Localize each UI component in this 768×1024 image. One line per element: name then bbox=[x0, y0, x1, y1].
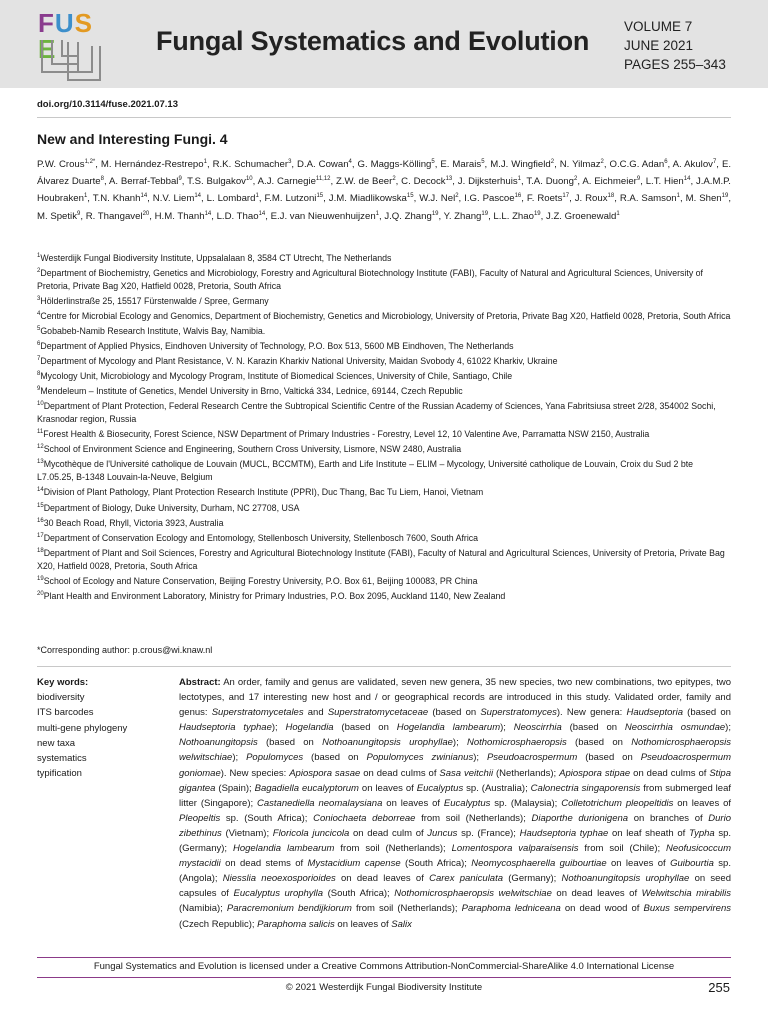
taxon-name: Stipa gigantea bbox=[179, 767, 731, 794]
author-name: Z.W. de Beer bbox=[336, 176, 393, 188]
author-name: J.Z. Groenewald bbox=[545, 210, 617, 222]
author-affiliation-ref: 1,2* bbox=[84, 159, 96, 165]
affiliation bbox=[37, 250, 731, 265]
taxon-name: Eucalyptus bbox=[416, 782, 464, 794]
author-name: D.A. Cowan bbox=[297, 159, 349, 171]
divider bbox=[37, 117, 731, 118]
taxon-name: Buxus sempervirens bbox=[643, 903, 731, 915]
author-affiliation-ref: 15 bbox=[316, 193, 324, 200]
affiliation-number: 15 bbox=[37, 502, 44, 509]
author-affiliation-ref: 5 bbox=[431, 159, 435, 165]
taxon-name: Nothoanungitopsis bbox=[179, 737, 258, 749]
author-affiliation-ref: 6 bbox=[664, 159, 668, 165]
abstract-text: sp. (France); bbox=[457, 827, 520, 839]
taxon-name: Pleopeltis bbox=[179, 812, 221, 824]
affiliation-text: Forest Health & Biosecurity, Forest Science, NSW Department of Primary Industries - Forestry, Level 12, 10 Valentine Ave, Parramatta NSW 2150, Australia bbox=[43, 429, 650, 440]
taxon-name: Castanediella neomalaysiana bbox=[257, 797, 383, 809]
author-affiliation-ref: 8 bbox=[100, 176, 104, 183]
author-affiliation-ref: 19 bbox=[533, 210, 541, 217]
abstract-text: ); bbox=[232, 752, 247, 764]
affiliation-text: Department of Plant Protection, Federal Research Centre the Subtropical Scientific Centre of the Russian Academy of Sciences, Yana Fabritsiusa street 2/28, 354002 Sochi, Krasnodar region, Russia bbox=[37, 401, 716, 425]
abstract-text: (based on bbox=[333, 722, 397, 734]
taxon-name: Haudseptoria typhae bbox=[519, 827, 609, 839]
author-affiliation-ref: 19 bbox=[481, 210, 489, 217]
taxon-name: Diaporthe durionigena bbox=[531, 812, 629, 824]
journal-header bbox=[0, 0, 768, 88]
affiliation bbox=[37, 353, 731, 368]
affiliation-text: Mycothèque de l'Université catholique de Louvain (MUCL, BCCMTM), Earth and Life Institute – ELIM – Mycology, Université catholique de Louvain, Croix du Sud 2 bte L7.05.25, B-1348 Louvain-la-Neuve, Belgium bbox=[37, 459, 694, 483]
affiliation-number: 6 bbox=[37, 341, 41, 348]
abstract-text: ); bbox=[473, 752, 487, 764]
abstract-text: (South Africa); bbox=[400, 858, 472, 870]
divider bbox=[37, 666, 731, 667]
author-name: R.A. Samson bbox=[619, 193, 677, 205]
footer-divider bbox=[37, 977, 731, 978]
doi-link[interactable]: doi.org/10.3114/fuse.2021.07.13 bbox=[37, 99, 179, 110]
author-affiliation-ref: 11,12 bbox=[315, 176, 331, 183]
affiliation-text: Westerdijk Fungal Biodiversity Institute, Uppsalalaan 8, 3584 CT Utrecht, The Netherlands bbox=[40, 252, 392, 263]
logo-letter-f: F bbox=[38, 8, 55, 38]
author-name: J.A.M.P. Houbraken bbox=[37, 176, 731, 205]
abstract-text: from soil (Netherlands); bbox=[415, 812, 532, 824]
keyword: ITS barcodes bbox=[37, 707, 94, 719]
abstract-text: (Spain); bbox=[215, 782, 255, 794]
affiliation-number: 11 bbox=[37, 429, 44, 436]
author-affiliation-ref: 15 bbox=[406, 193, 414, 200]
author-name: J. Dijksterhuis bbox=[457, 176, 518, 188]
abstract-text: on dead wood of bbox=[560, 903, 644, 915]
abstract-text: (based on bbox=[682, 707, 731, 719]
copyright: © 2021 Westerdijk Fungal Biodiversity Institute bbox=[285, 982, 483, 993]
affiliation-number: 18 bbox=[37, 547, 44, 554]
affiliation-text: Department of Biology, Duke University, Durham, NC 27708, USA bbox=[43, 502, 300, 513]
author-affiliation-ref: 7 bbox=[712, 159, 717, 165]
taxon-name: Sasa veitchii bbox=[439, 767, 494, 779]
abstract-text: on seed capsules of bbox=[179, 873, 731, 900]
abstract-text: on dead culms of bbox=[630, 767, 710, 779]
abstract-text: ); bbox=[271, 722, 286, 734]
affiliation-text: Department of Biochemistry, Genetics and Microbiology, Forestry and Agricultural Biotechnology Institute (FABI), Faculty of Natural and Agricultural Sciences, University of Pretoria, Private Bag X20, Hatfield 0028, Pretoria, South Africa bbox=[37, 267, 704, 292]
affiliation-list bbox=[37, 250, 731, 603]
affiliation-text: School of Ecology and Nature Conservation, Beijing Forestry University, P.O. Box 61, Beijing 100083, PR China bbox=[43, 575, 478, 586]
taxon-name: Colletotrichum pleopeltidis bbox=[561, 797, 674, 809]
author-name: J.M. Miadlikowska bbox=[328, 193, 407, 205]
affiliation bbox=[37, 588, 731, 603]
taxon-name: Juncus bbox=[427, 827, 458, 839]
author-name: E. Álvarez Duarte bbox=[37, 159, 732, 188]
affiliation bbox=[37, 530, 731, 545]
taxon-name: Nothoanungitopsis urophyllae bbox=[561, 873, 690, 885]
abstract-text: on leaves of bbox=[673, 797, 732, 809]
affiliation bbox=[37, 456, 731, 484]
author-name: N.V. Liem bbox=[152, 193, 195, 205]
author-name: F. Roets bbox=[526, 193, 563, 205]
author-affiliation-ref: 2 bbox=[573, 176, 578, 183]
affiliation bbox=[37, 308, 731, 323]
author-affiliation-ref: 17 bbox=[562, 193, 570, 200]
journal-title: Fungal Systematics and Evolution bbox=[156, 26, 590, 56]
author-name: J.Q. Zhang bbox=[384, 210, 432, 222]
taxon-name: Superstratomycetales bbox=[211, 707, 304, 719]
author-name: L.L. Zhao bbox=[493, 210, 534, 222]
abstract-text: (Vietnam); bbox=[221, 827, 273, 839]
author-affiliation-ref: 2 bbox=[600, 159, 604, 165]
author-affiliation-ref: 1 bbox=[517, 176, 522, 183]
author-affiliation-ref: 14 bbox=[258, 210, 266, 217]
abstract-text: sp. (Germany); bbox=[179, 827, 732, 855]
author-name: A.J. Carnegie bbox=[257, 176, 316, 188]
abstract-text: on dead leaves of bbox=[335, 873, 430, 885]
author-name: M.J. Wingfield bbox=[490, 159, 551, 171]
author-name: L. Lombard bbox=[206, 193, 256, 205]
taxon-name: Salix bbox=[391, 918, 412, 930]
affiliation-number: 1 bbox=[37, 253, 41, 259]
page-number: 255 bbox=[708, 980, 730, 995]
corresponding-author: *Corresponding author: p.crous@wi.knaw.nl bbox=[37, 645, 213, 655]
abstract-text: An order, family and genus are validated, seven new genera, 35 new species, two new combinations, two epitypes, two lectotypes, and 17 interesting new host and / or geographical records are introduced in this study. Validated order, family and genus: bbox=[179, 677, 731, 719]
affiliation bbox=[37, 383, 731, 398]
keyword: systematics bbox=[37, 753, 87, 765]
affiliation-text: Centre for Microbial Ecology and Genomics, Department of Biochemistry, Genetics and Microbiology, University of Pretoria, Private Bag X20, Hatfield 0028, Pretoria, South Africa bbox=[40, 311, 731, 322]
logo-letter-s: S bbox=[74, 8, 94, 38]
affiliation bbox=[37, 293, 731, 308]
affiliation-text: Mendeleum – Institute of Genetics, Mendel University in Brno, Valtická 334, Lednice, 69144, Czech Republic bbox=[40, 386, 463, 397]
author-name: L.D. Thao bbox=[216, 210, 259, 222]
author-affiliation-ref: 9 bbox=[636, 176, 641, 183]
affiliation-text: School of Environment Science and Engineering, Southern Cross University, Lismore, NSW 2480, Australia bbox=[43, 444, 462, 455]
affiliation-number: 19 bbox=[37, 575, 44, 582]
author-affiliation-ref: 3 bbox=[288, 159, 292, 165]
author-name: M. Shen bbox=[685, 193, 722, 205]
taxon-name: Hogelandia bbox=[285, 722, 334, 734]
abstract-text: ). New genera: bbox=[556, 707, 627, 719]
author-name: L.T. Hien bbox=[645, 176, 684, 188]
author-name: G. Maggs-Kölling bbox=[357, 159, 432, 171]
affiliation-number: 13 bbox=[37, 459, 44, 466]
affiliation bbox=[37, 441, 731, 456]
taxon-name: Neofusicoccum mystacidii bbox=[179, 843, 731, 870]
author-name: R.K. Schumacher bbox=[212, 159, 289, 171]
affiliation-text: Mycology Unit, Microbiology and Mycology Program, Institute of Biomedical Sciences, University of Chile, Santiago, Chile bbox=[40, 371, 513, 382]
taxon-name: Coniochaeta deborreae bbox=[313, 812, 416, 824]
taxon-name: Superstratomyces bbox=[480, 707, 557, 719]
affiliation-text: Department of Conservation Ecology and Entomology, Stellenbosch University, Stellenbosch 7600, South Africa bbox=[43, 532, 479, 543]
taxon-name: Hogelandia lambearum bbox=[232, 843, 335, 855]
author-name: T.A. Duong bbox=[526, 176, 574, 188]
author-name: P.W. Crous bbox=[37, 159, 85, 171]
abstract-text: sp. (Australia); bbox=[463, 782, 531, 794]
abstract-text: (Germany); bbox=[503, 873, 562, 885]
affiliation bbox=[37, 338, 731, 353]
affiliation-number: 2 bbox=[37, 268, 41, 275]
abstract-text: ); bbox=[452, 737, 467, 749]
taxon-name: Mystacidium capense bbox=[307, 858, 401, 870]
taxon-name: Apiospora sasae bbox=[289, 767, 361, 779]
abstract-text: (South Africa); bbox=[323, 888, 395, 900]
abstract-text: sp. (Malaysia); bbox=[490, 797, 562, 809]
affiliation bbox=[37, 515, 731, 530]
author-affiliation-ref: 13 bbox=[445, 176, 453, 183]
affiliation-number: 14 bbox=[37, 487, 44, 494]
author-name: C. Decock bbox=[401, 176, 446, 188]
author-name: T.S. Bulgakov bbox=[187, 176, 246, 188]
abstract-text: from soil (Netherlands); bbox=[334, 843, 452, 855]
affiliation bbox=[37, 426, 731, 441]
author-name: A. Akulov bbox=[672, 159, 713, 171]
author-affiliation-ref: 14 bbox=[140, 193, 148, 200]
affiliation bbox=[37, 368, 731, 383]
keyword: typification bbox=[37, 768, 82, 780]
affiliation-text: Hölderlinstraße 25, 15517 Fürstenwalde / Spree, Germany bbox=[40, 296, 269, 307]
taxon-name: Hogelandia lambearum bbox=[396, 722, 501, 734]
taxon-name: Nothomicrosphaeropsis welwitschiae bbox=[179, 737, 731, 764]
author-affiliation-ref: 9 bbox=[77, 210, 81, 217]
taxon-name: Populomyces bbox=[246, 752, 304, 764]
author-affiliation-ref: 1 bbox=[83, 193, 88, 200]
affiliation bbox=[37, 265, 731, 293]
taxon-name: Paraphoma salicis bbox=[257, 918, 335, 930]
author-name: Y. Zhang bbox=[443, 210, 482, 222]
author-affiliation-ref: 14 bbox=[194, 193, 202, 200]
author-name: M. Hernández-Restrepo bbox=[100, 159, 204, 171]
author-name: M. Spetik bbox=[37, 210, 77, 222]
taxon-name: Lomentospora valparaisensis bbox=[451, 843, 579, 855]
taxon-name: Floricola juncicola bbox=[272, 827, 350, 839]
taxon-name: Populomyces zwinianus bbox=[366, 752, 474, 764]
taxon-name: Superstratomycetaceae bbox=[327, 707, 429, 719]
taxon-name: Typha bbox=[688, 827, 715, 839]
abstract-text: (based on bbox=[577, 752, 641, 764]
affiliation-number: 9 bbox=[37, 386, 41, 393]
abstract-label: Abstract: bbox=[179, 677, 221, 688]
affiliation-text: Division of Plant Pathology, Plant Protection Research Institute (PPRI), Duc Thang, Bac Tu Liem, Hanoi, Vietnam bbox=[43, 487, 484, 498]
taxon-name: Nothomicrosphaeropsis bbox=[466, 737, 567, 749]
author-name: O.C.G. Adan bbox=[609, 159, 665, 171]
taxon-name: Bagadiella eucalyptorum bbox=[254, 782, 359, 794]
fuse-logo bbox=[38, 10, 108, 82]
affiliation-number: 5 bbox=[37, 326, 41, 333]
author-affiliation-ref: 1 bbox=[676, 193, 680, 200]
author-affiliation-ref: 14 bbox=[683, 176, 691, 183]
affiliation-text: Gobabeb-Namib Research Institute, Walvis Bay, Namibia. bbox=[40, 326, 266, 337]
issue-info bbox=[624, 17, 726, 74]
author-affiliation-ref: 4 bbox=[348, 159, 352, 165]
author-name: H.M. Thanh bbox=[154, 210, 205, 222]
taxon-name: Apiospora stipae bbox=[559, 767, 631, 779]
affiliation-text: Department of Applied Physics, Eindhoven University of Technology, P.O. Box 513, 5600 MB Eindhoven, The Netherlands bbox=[40, 341, 514, 352]
abstract-text: from soil (Chile); bbox=[578, 843, 667, 855]
abstract-text: (Czech Republic); bbox=[179, 918, 258, 930]
affiliation-number: 10 bbox=[37, 401, 44, 408]
abstract-text: on dead culms of bbox=[360, 767, 440, 779]
license-text: Fungal Systematics and Evolution is licensed under a Creative Commons Attribution-NonCommercial-ShareAlike 4.0 International License bbox=[93, 961, 675, 972]
author-name: R. Thangavel bbox=[85, 210, 143, 222]
logo-brackets-icon bbox=[38, 10, 108, 82]
affiliation bbox=[37, 573, 731, 588]
author-affiliation-ref: 1 bbox=[255, 193, 259, 200]
author-name: J. Roux bbox=[574, 193, 608, 205]
article-title: New and Interesting Fungi. 4 bbox=[37, 131, 228, 147]
logo-letter-u: U bbox=[54, 8, 75, 38]
author-name: I.G. Pascoe bbox=[464, 193, 515, 205]
abstract-text: on leaves of bbox=[382, 797, 444, 809]
taxon-name: Niesslia neoexosporioides bbox=[222, 873, 336, 885]
abstract-text: (based on bbox=[561, 722, 625, 734]
affiliation bbox=[37, 398, 731, 426]
author-name: E.J. van Nieuwenhuijzen bbox=[270, 210, 376, 222]
abstract-text: from soil (Netherlands); bbox=[351, 903, 462, 915]
taxon-name: Guibourtia bbox=[670, 858, 714, 870]
taxon-name: Haudseptoria bbox=[626, 707, 683, 719]
affiliation-number: 16 bbox=[37, 517, 44, 524]
taxon-name: Pseudoacrospermum bbox=[486, 752, 578, 764]
abstract-text: (Namibia); bbox=[179, 903, 227, 915]
author-name: F.M. Lutzoni bbox=[264, 193, 317, 205]
abstract-text: sp. (Angola); bbox=[179, 858, 731, 885]
abstract-text: (based on bbox=[257, 737, 323, 749]
abstract-text: and bbox=[303, 707, 328, 719]
abstract-text: ). New species: bbox=[220, 767, 290, 779]
abstract-text: ); bbox=[725, 722, 731, 734]
affiliation-number: 12 bbox=[37, 444, 44, 451]
taxon-name: Neomycosphaerella guibourtiae bbox=[471, 858, 607, 870]
author-affiliation-ref: 9 bbox=[178, 176, 182, 183]
keyword: new taxa bbox=[37, 737, 76, 749]
author-list: P.W. Crous$^{1,2*}$, M. Hernández-Restrepo$^1$, R.K. Schumacher$^3$, D.A. Cowan$^4$, G. Maggs-Kölling$^5$, E. Marais$^5$, M.J. Wingfield$^2$, N. Yilmaz$^2$, O.C.G. Adan$^6$, A. Akulov$^7$, E. Álvarez Duarte$^8$, A. Berraf-Tebbal$^9$, T.S. Bulgakov$^{10}$, A.J. Carnegie$^{11,12}$, Z.W. de Beer$^2$, C. Decock$^{13}$, J. Dijksterhuis$^1$, T.A. Duong$^2$, A. Eichmeier$^9$, L.T. Hien$^{14}$, J.A.M.P. Houbraken$^1$, T.N. Khanh$^{14}$, N.V. Liem$^{14}$, L. Lombard$^1$, F.M. Lutzoni$^{15}$, J.M. Miadlikowska$^{15}$, W.J. Nel$^2$, I.G. Pascoe$^{16}$, F. Roets$^{17}$, J. Roux$^{18}$, R.A. Samson$^1$, M. Shen$^{19}$, M. Spetik$^9$, R. Thangavel$^{20}$, H.M. Thanh$^{14}$, L.D. Thao$^{14}$, E.J. van Nieuwenhuijzen$^1$, J.Q. Zhang$^{19}$, Y. Zhang$^{19}$, L.L. Zhao$^{19}$, J.Z. Groenewald$^1$ bbox=[37, 159, 732, 222]
abstract-text: from submerged leaf litter (Singapore); bbox=[179, 782, 731, 809]
abstract bbox=[179, 675, 731, 932]
author-affiliation-ref: 10 bbox=[245, 176, 253, 183]
taxon-name: Nothomicrosphaeropsis welwitschiae bbox=[394, 888, 552, 900]
author-affiliation-ref: 14 bbox=[204, 210, 212, 217]
affiliation-number: 3 bbox=[37, 296, 41, 303]
abstract-text: (based on bbox=[428, 707, 481, 719]
author-affiliation-ref: 1 bbox=[616, 210, 620, 217]
affiliation bbox=[37, 500, 731, 515]
affiliation-text: Plant Health and Environment Laboratory, Ministry for Primary Industries, P.O. Box 2095, Auckland 1140, New Zealand bbox=[43, 590, 506, 601]
author-affiliation-ref: 2 bbox=[455, 193, 459, 200]
affiliation-number: 7 bbox=[37, 356, 41, 363]
affiliation bbox=[37, 484, 731, 499]
taxon-name: Welwitschia mirabilis bbox=[641, 888, 731, 900]
affiliation bbox=[37, 545, 731, 573]
taxon-name: Neoscirrhia bbox=[513, 722, 562, 734]
affiliation-number: 8 bbox=[37, 371, 41, 378]
taxon-name: Paraphoma ledniceana bbox=[461, 903, 561, 915]
taxon-name: Eucalyptus urophylla bbox=[233, 888, 324, 900]
affiliation-number: 17 bbox=[37, 532, 44, 539]
affiliation-text: Department of Mycology and Plant Resistance, V. N. Karazin Kharkiv National University, Maidan Svobody 4, 61022 Kharkiv, Ukraine bbox=[40, 356, 558, 367]
taxon-name: Nothoanungitopsis urophyllae bbox=[322, 737, 453, 749]
author-name: E. Marais bbox=[440, 159, 482, 171]
taxon-name: Pseudoacrospermum goniomae bbox=[179, 752, 731, 779]
logo-letter-e: E bbox=[38, 34, 57, 64]
abstract-text: (based on bbox=[566, 737, 632, 749]
affiliation-text: Department of Plant and Soil Sciences, Forestry and Agricultural Biotechnology Institute (FABI), Faculty of Natural and Agricultural Sciences, University of Pretoria, Private Bag X20, Hatfield 0028, Pretoria, South Africa bbox=[37, 547, 725, 571]
abstract-text: sp. (South Africa); bbox=[220, 812, 314, 824]
affiliation-number: 20 bbox=[37, 590, 44, 597]
abstract-text: on leaves of bbox=[358, 782, 417, 794]
author-affiliation-ref: 1 bbox=[203, 159, 207, 165]
footer-divider bbox=[37, 957, 731, 958]
taxon-name: Carex paniculata bbox=[429, 873, 504, 885]
keyword: multi-gene phylogeny bbox=[37, 722, 128, 734]
volume: VOLUME 7 bbox=[624, 19, 693, 34]
abstract-text: on dead stems of bbox=[220, 858, 308, 870]
abstract-text: on leaves of bbox=[606, 858, 671, 870]
abstract-text: on leaves of bbox=[334, 918, 392, 930]
abstract-text: ); bbox=[500, 722, 514, 734]
taxon-name: Neoscirrhia osmundae bbox=[624, 722, 726, 734]
author-affiliation-ref: 5 bbox=[481, 159, 485, 165]
author-name: N. Yilmaz bbox=[559, 159, 601, 171]
taxon-name: Eucalyptus bbox=[443, 797, 491, 809]
author-affiliation-ref: 18 bbox=[607, 193, 615, 200]
abstract-text: on dead leaves of bbox=[551, 888, 642, 900]
abstract-text: on dead culm of bbox=[349, 827, 428, 839]
keyword: biodiversity bbox=[37, 692, 85, 704]
keywords-panel bbox=[37, 675, 167, 781]
keywords-title: Key words: bbox=[37, 677, 89, 688]
issue-date: JUNE 2021 bbox=[624, 38, 694, 53]
author-name: A. Berraf-Tebbal bbox=[108, 176, 179, 188]
taxon-name: Paracremonium bendijkiorum bbox=[226, 903, 352, 915]
affiliation-text: 30 Beach Road, Rhyll, Victoria 3923, Australia bbox=[43, 517, 224, 528]
author-name: T.N. Khanh bbox=[92, 193, 141, 205]
author-affiliation-ref: 20 bbox=[142, 210, 150, 217]
author-affiliation-ref: 19 bbox=[721, 193, 729, 200]
page-range: PAGES 255–343 bbox=[624, 57, 726, 72]
abstract-text: on branches of bbox=[628, 812, 709, 824]
taxon-name: Calonectria singaporensis bbox=[530, 782, 641, 794]
taxon-name: Haudseptoria typhae bbox=[179, 722, 272, 734]
author-affiliation-ref: 2 bbox=[392, 176, 396, 183]
abstract-text: (Netherlands); bbox=[493, 767, 560, 779]
affiliation-number: 4 bbox=[37, 311, 41, 318]
taxon-name: Durio zibethinus bbox=[179, 812, 731, 839]
author-affiliation-ref: 1 bbox=[375, 210, 379, 217]
author-affiliation-ref: 2 bbox=[550, 159, 555, 165]
author-name: W.J. Nel bbox=[419, 193, 456, 205]
author-affiliation-ref: 19 bbox=[431, 210, 439, 217]
author-name: A. Eichmeier bbox=[582, 176, 637, 188]
abstract-text: (based on bbox=[303, 752, 367, 764]
abstract-text: on leaf sheath of bbox=[608, 827, 689, 839]
affiliation bbox=[37, 323, 731, 338]
author-affiliation-ref: 16 bbox=[514, 193, 522, 200]
